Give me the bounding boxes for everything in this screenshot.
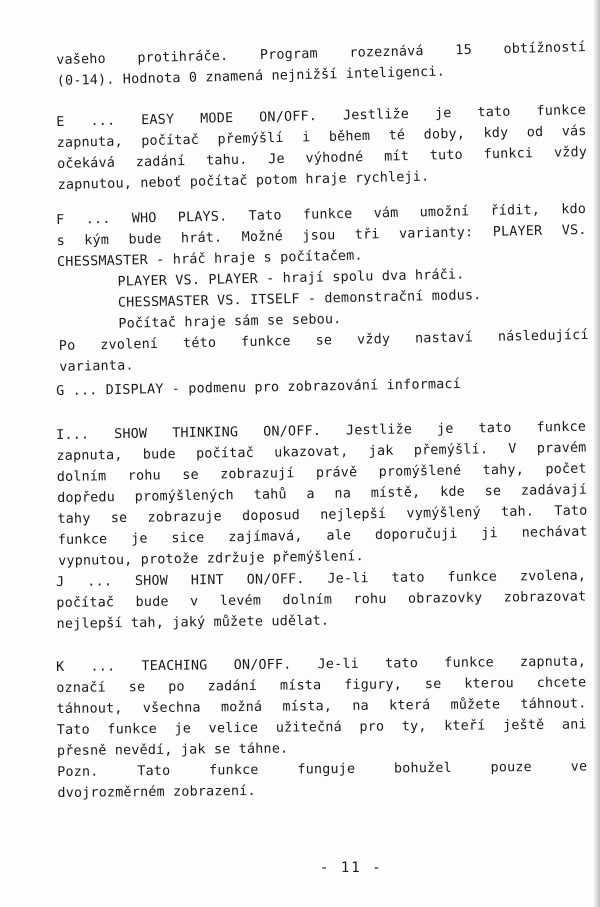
text-line: počítač bude v levém dolním rohu obrazovky zobrazovat [56, 589, 587, 611]
text-line: (0-14). Hodnota 0 znamená nejnižší inteligenci. [56, 64, 446, 89]
text-line: dolním rohu se zobrazují právě promýšlené tahy, počet [56, 461, 587, 485]
text-line: E ... EASY MODE ON/OFF. Jestliže je tato funkce [56, 102, 587, 130]
text-line: tahy se zobrazuje doposud nejlepší vymýšlený tah. Tato [57, 503, 588, 527]
text-line: označí se po zadání místa figury, se kterou chcete [56, 675, 587, 696]
text-line: CHESSMASTER - hráč hraje s počítačem. [56, 248, 363, 270]
paragraph-show-hint [56, 566, 587, 635]
paragraph-show-thinking [56, 417, 588, 572]
text-line: I... SHOW THINKING ON/OFF. Jestliže je tato funkce [56, 419, 587, 443]
text-line: zapnuta, bude počítač ukazovat, jak přemýšlí. V pravém [56, 440, 587, 464]
page-number: - 11 - [320, 860, 383, 876]
text-line: Tato funkce je velice užitečná pro ty, kteří ještě ani [56, 717, 587, 738]
text-line: zapnuta, počítač přemýšlí i během té doby, kdy od vás [56, 123, 587, 151]
text-line: funkce je sice zajímavá, ale doporučuji ji nechávat [57, 524, 588, 548]
paragraph-easy-mode [56, 100, 588, 196]
paragraph-who-plays [56, 199, 589, 378]
text-line: PLAYER VS. PLAYER - hrají spolu dva hráči. [117, 267, 465, 290]
text-line: varianta. [59, 358, 134, 375]
text-line: vašeho protihráče. Program rozeznává 15 obtížností [56, 40, 587, 68]
text-line: K ... TEACHING ON/OFF. Je-li tato funkce zapnuta, [56, 654, 587, 675]
paragraph-difficulty [56, 37, 587, 92]
paragraph-teaching [56, 651, 588, 804]
text-line: G ... DISPLAY - podmenu pro zobrazování informací [56, 376, 462, 399]
text-line: vypnutou, protože zdržuje přemýšlení. [58, 549, 364, 569]
text-line: zapnutou, neboť počítač potom hraje rychleji. [57, 169, 430, 193]
text-line: Počítač hraje sám se sebou. [118, 312, 342, 332]
text-line: J ... SHOW HINT ON/OFF. Je-li tato funkce zvolena, [56, 568, 587, 590]
text-line: očekává zadání tahu. Je výhodné mít tuto funkci vždy [57, 144, 588, 172]
text-line: nejlepší tah, jaký můžete udělat. [56, 613, 330, 632]
text-line: F ... WHO PLAYS. Tato funkce vám umožní řídit, kdo [56, 201, 587, 228]
text-line: přesně nevědí, jak se táhne. [56, 741, 289, 759]
scan-edge-shadow [594, 0, 600, 907]
text-line: dvojrozměrném zobrazení. [57, 783, 256, 801]
text-line: táhnout, všechna možná místa, na která můžete táhnout. [56, 696, 587, 717]
text-line: CHESSMASTER VS. ITSELF - demonstrační modus. [117, 288, 482, 311]
text-line: dopředu promýšlených tahů a na místě, kde se zadávají [57, 482, 588, 506]
text-line: s kým bude hrát. Možné jsou tři varianty: PLAYER VS. [56, 222, 587, 249]
text-line: Pozn. Tato funkce funguje bohužel pouze ve [57, 759, 588, 780]
text-line: Po zvolení této funkce se vždy nastaví následující [58, 327, 589, 354]
